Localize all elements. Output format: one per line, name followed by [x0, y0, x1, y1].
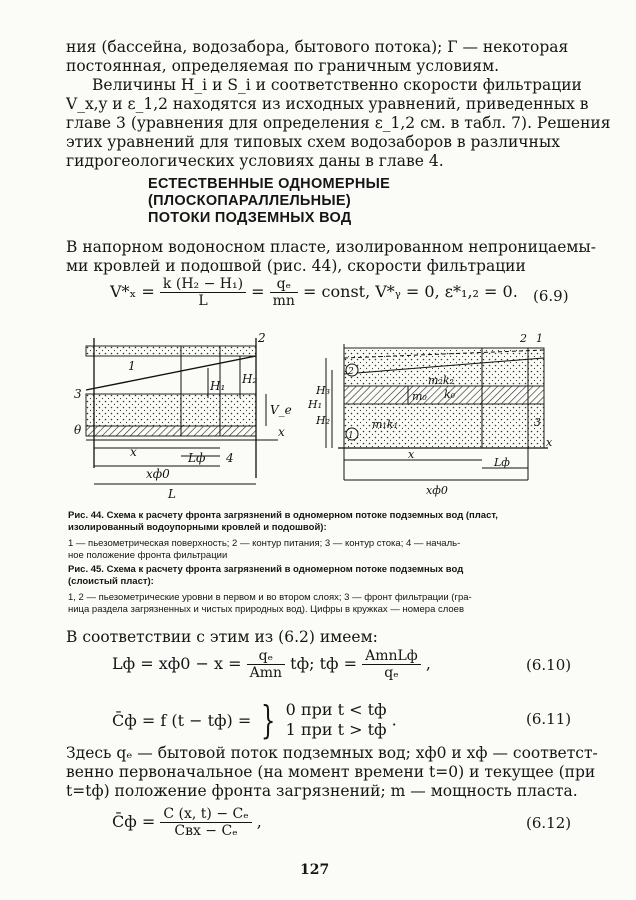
aquifer-layer	[86, 394, 256, 426]
equation-6-9: V*ₓ = $\frac{\text{k (H₂ − H₁)}}{L}$ = $\frac{\text{qₑ}}{mn}$ = const, V*ᵧ = 0, ε*₁,₂ = 0.	[110, 276, 518, 309]
fig44-label: 3	[74, 387, 82, 401]
eq-den: mn	[272, 293, 295, 309]
page-number: 127	[300, 862, 330, 878]
eq-num: AmnLф	[362, 648, 421, 665]
fig45-label: 2	[348, 367, 354, 377]
eq-den: qₑ	[384, 665, 399, 681]
text-line: этих уравнений для типовых схем водозаборов в различных	[66, 133, 560, 151]
text-line: Величины H_i и S_i и соответственно скорости фильтрации	[92, 76, 582, 94]
fig45-label: 1	[348, 431, 354, 441]
section-heading	[148, 176, 390, 227]
text-line: постоянная, определяемая по граничным условиям.	[66, 57, 500, 75]
fig45-label: xф0	[426, 484, 448, 497]
fig45-label: m₀	[412, 390, 427, 403]
text-line: В напорном водоносном пласте, изолированном непроницаемы-	[66, 238, 596, 256]
eq-lhs: C̄ф = f (t − tф) =	[112, 710, 252, 730]
eq-case: 0 при t < tф	[285, 700, 387, 719]
caption-title: изолированный водоупорными кровлей и подошвой):	[68, 522, 327, 533]
fig45-label: x	[546, 436, 553, 449]
heading-line: ПОТОКИ ПОДЗЕМНЫХ ВОД	[148, 210, 352, 226]
caption-title: Рис. 44. Схема к расчету фронта загрязнений в одномерном потоке подземных вод (пласт,	[68, 510, 498, 521]
heading-line: ЕСТЕСТВЕННЫЕ ОДНОМЕРНЫЕ	[148, 176, 391, 192]
bottom-aquitard	[86, 426, 256, 436]
eq-rest: = const, V*ᵧ = 0, ε*₁,₂ = 0.	[303, 282, 518, 301]
fig44-label: H₂	[242, 372, 258, 386]
fig44-label: xф0	[146, 467, 170, 481]
text-line: ми кровлей и подошвой (рис. 44), скорости фильтрации	[66, 257, 526, 275]
figure-45	[308, 328, 570, 500]
fig45-label: H₁	[308, 398, 323, 411]
fig45-label: 1	[536, 332, 543, 345]
fig45-label: Lф	[494, 456, 510, 469]
fig45-label: x	[408, 448, 415, 461]
eq-lhs: Lф = xф0 − x =	[112, 654, 242, 673]
fig44-label: 2	[258, 331, 266, 345]
equation-6-10	[112, 648, 431, 681]
eq-case: 1 при t > tф	[285, 720, 387, 739]
fig45-label: H₂	[316, 414, 331, 427]
piezometric-line	[86, 356, 256, 390]
eq-den: Cвх − Cₑ	[174, 823, 238, 839]
equation-number: (6.11)	[526, 710, 572, 728]
eq-fraction	[270, 276, 298, 309]
eq-tail: ,	[256, 812, 262, 831]
caption-body: 1 — пьезометрическая поверхность; 2 — контур питания; 3 — контур стока; 4 — началь-	[68, 538, 461, 549]
text-line: гидрогеологических условиях даны в главе 4.	[66, 152, 444, 170]
text-line: венно первоначальное (на момент времени t=0) и текущее (при	[66, 763, 596, 781]
eq-lhs: C̄ф =	[112, 812, 156, 831]
fig45-label: m₁k₁	[372, 418, 398, 431]
fig44-label: θ	[74, 423, 82, 437]
heading-line: (ПЛОСКОПАРАЛЛЕЛЬНЫЕ)	[148, 193, 352, 209]
equation-number: (6.9)	[533, 287, 569, 305]
caption-body: ница раздела загрязненных и чистых природных вод). Цифры в кружках — номера слоев	[68, 604, 465, 615]
fig44-label: H₁	[210, 379, 226, 393]
eq-tail: .	[391, 710, 397, 730]
figure-44-caption	[68, 510, 498, 562]
equation-number: (6.12)	[526, 814, 572, 832]
text-line: ния (бассейна, водозабора, бытового потока); Г — некоторая	[66, 38, 569, 56]
eq-lhs: V*ₓ =	[110, 282, 155, 301]
fig45-label: m₂k₂	[428, 374, 454, 387]
figure-45-caption	[68, 564, 472, 616]
caption-title: Рис. 45. Схема к расчету фронта загрязнений в одномерном потоке подземных вод	[68, 564, 464, 575]
fig44-label: L	[168, 487, 176, 500]
top-layer	[86, 346, 256, 356]
eq-num: k (H₂ − H₁)	[160, 276, 246, 293]
fig44-label: x	[278, 425, 285, 439]
text-line: В соответствии с этим из (6.2) имеем:	[66, 628, 378, 646]
fig44-label: x	[130, 445, 137, 459]
fig45-label: H₃	[316, 384, 331, 397]
caption-body: 1, 2 — пьезометрические уровни в первом и во втором слоях; 3 — фронт фильтрации (гра-	[68, 592, 472, 603]
eq-fraction	[247, 648, 285, 681]
equation-6-12	[112, 806, 262, 839]
eq-num: qₑ	[247, 648, 285, 665]
fig45-label: 3	[534, 416, 541, 429]
eq-num: qₑ	[270, 276, 298, 293]
eq-tail: ,	[425, 654, 431, 673]
eq-fraction	[160, 276, 246, 309]
eq-den: Amn	[249, 665, 283, 681]
fig45-label: k₀	[444, 388, 456, 401]
fig44-label: 4	[226, 451, 234, 465]
eq-num: C (x, t) − Cₑ	[160, 806, 251, 823]
equation-6-11: C̄ф = f (t − tф) = } 0 при t < tф 1 при t > tф .	[112, 698, 397, 742]
eq-den: L	[198, 293, 208, 309]
eq-fraction	[362, 648, 421, 681]
caption-title: (слоистый пласт):	[68, 576, 154, 587]
figure-44	[68, 328, 298, 500]
text-line: главе 3 (уравнения для определения ε_1,2 см. в табл. 7). Решения	[66, 114, 611, 132]
text-line: Здесь qₑ — бытовой поток подземных вод; xф0 и xф — соответст-	[66, 744, 598, 762]
fig44-label: 1	[128, 359, 136, 373]
text-line: t=tф) положение фронта загрязнений; m — мощность пласта.	[66, 782, 578, 800]
equation-number: (6.10)	[526, 656, 572, 674]
eq-fraction	[160, 806, 251, 839]
fig44-label: Lф	[188, 451, 206, 465]
fig45-label: 2	[520, 332, 527, 345]
eq-mid: tф; tф =	[290, 654, 358, 673]
fig44-label: V_e	[270, 403, 292, 417]
text-line: V_x,y и ε_1,2 находятся из исходных уравнений, приведенных в	[66, 95, 589, 113]
caption-body: ное положение фронта фильтрации	[68, 550, 228, 561]
